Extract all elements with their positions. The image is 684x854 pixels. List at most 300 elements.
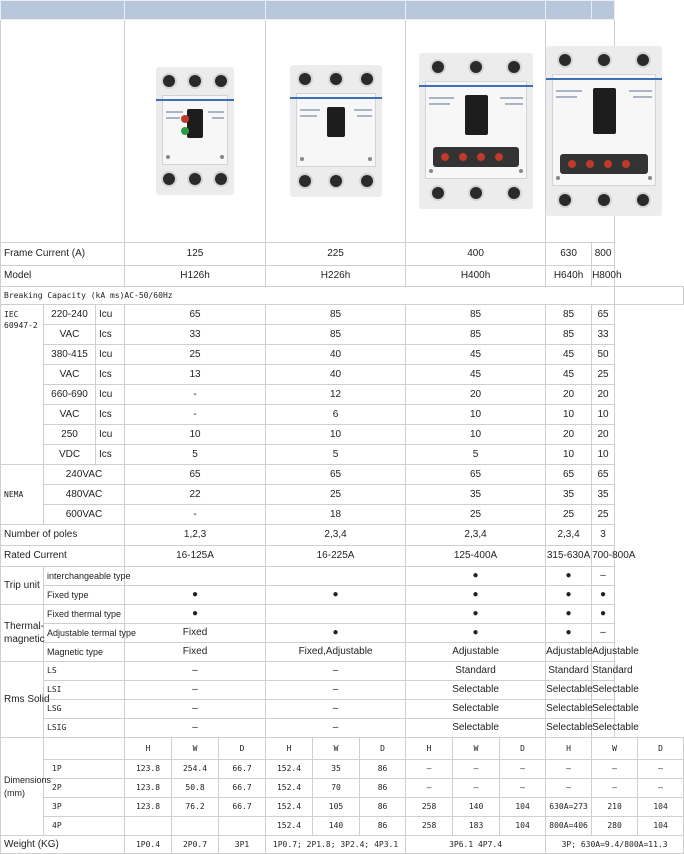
ics-value: 45 bbox=[406, 365, 546, 385]
reset-indicator-icon bbox=[181, 127, 189, 135]
number-of-poles-row bbox=[1, 525, 684, 546]
dimension-header: H bbox=[406, 738, 453, 760]
dimension-value: – bbox=[406, 760, 453, 779]
dimension-value: – bbox=[546, 760, 592, 779]
toggle-lever-icon bbox=[465, 95, 488, 135]
icu-label: Icu bbox=[96, 305, 125, 325]
dimension-value bbox=[219, 817, 266, 836]
dimension-value: 35 bbox=[313, 760, 360, 779]
dimension-header: W bbox=[172, 738, 219, 760]
header-band-row bbox=[1, 1, 684, 20]
ics-label: Ics bbox=[96, 365, 125, 385]
icu-value: 85 bbox=[406, 305, 546, 325]
bullet-icon: ● bbox=[406, 605, 546, 624]
model-value: H126h bbox=[125, 266, 266, 287]
poles-value: 3 bbox=[592, 525, 615, 546]
rms-value: – bbox=[125, 662, 266, 681]
icu-value: 20 bbox=[592, 385, 615, 405]
mounting-screw-icon bbox=[519, 169, 523, 173]
nema-value: 25 bbox=[592, 505, 615, 525]
ics-value: 85 bbox=[266, 325, 406, 345]
rms-value: Selectable bbox=[546, 719, 592, 738]
nema-value: 35 bbox=[546, 485, 592, 505]
trip-unit-type-label: interchangeable type bbox=[44, 567, 125, 586]
rms-value: Selectable bbox=[406, 681, 546, 700]
icu-value: 25 bbox=[125, 345, 266, 365]
terminal-screw-icon bbox=[432, 187, 444, 199]
icu-value: 12 bbox=[266, 385, 406, 405]
weight-value: 3P1 bbox=[219, 836, 266, 854]
dimension-value: 50.8 bbox=[172, 779, 219, 798]
dimension-value: 280 bbox=[592, 817, 638, 836]
nema-row bbox=[1, 505, 684, 525]
terminal-screw-icon bbox=[637, 194, 649, 206]
breaking-capacity-row bbox=[1, 287, 684, 305]
dimension-value: – bbox=[453, 779, 500, 798]
bullet-icon: ● bbox=[266, 624, 406, 643]
iec-row bbox=[1, 425, 684, 445]
nema-value: 18 bbox=[266, 505, 406, 525]
dimension-value: – bbox=[546, 779, 592, 798]
icu-value: 45 bbox=[546, 345, 592, 365]
model-value: H226h bbox=[266, 266, 406, 287]
bullet-icon: ● bbox=[546, 586, 592, 605]
voltage-range-label: 660-690 bbox=[44, 385, 96, 405]
voltage-range-label: VAC bbox=[44, 405, 96, 425]
bullet-icon: ● bbox=[406, 624, 546, 643]
dimension-header: W bbox=[453, 738, 500, 760]
weight-value: 3P; 630A=9.4/800A=11.3 bbox=[546, 836, 684, 854]
dimension-value: 210 bbox=[592, 798, 638, 817]
ics-value: - bbox=[125, 405, 266, 425]
rms-value: – bbox=[125, 681, 266, 700]
frame-current-value: 225 bbox=[266, 243, 406, 266]
trip-unit-type-label: Fixed type bbox=[44, 586, 125, 605]
rms-solid-label: Rms Solid bbox=[1, 662, 44, 738]
iec-row bbox=[1, 305, 684, 325]
dimension-value: 140 bbox=[453, 798, 500, 817]
dimension-value: 152.4 bbox=[266, 779, 313, 798]
model-row bbox=[1, 266, 684, 287]
dimension-value: 76.2 bbox=[172, 798, 219, 817]
thermal-type-label: Adjustable termal type bbox=[44, 624, 125, 643]
frame-current-label: Frame Current (A) bbox=[1, 243, 125, 266]
nema-value: 65 bbox=[125, 465, 266, 485]
ics-value: 5 bbox=[406, 445, 546, 465]
thermal-value: Fixed bbox=[125, 643, 266, 662]
rms-solid-row bbox=[1, 681, 684, 700]
terminal-screw-icon bbox=[330, 175, 342, 187]
dimension-value: 254.4 bbox=[172, 760, 219, 779]
terminal-screw-icon bbox=[299, 73, 311, 85]
brand-stripe bbox=[156, 99, 234, 101]
terminal-screw-icon bbox=[163, 173, 175, 185]
icu-value: 20 bbox=[592, 425, 615, 445]
iec-row bbox=[1, 345, 684, 365]
adjustment-dial-icon bbox=[477, 153, 485, 161]
rms-value: – bbox=[266, 700, 406, 719]
rating-label bbox=[556, 96, 577, 98]
ics-value: 45 bbox=[546, 365, 592, 385]
icu-value: 10 bbox=[125, 425, 266, 445]
rating-label bbox=[357, 115, 372, 117]
circuit-breaker-illustration bbox=[419, 53, 533, 209]
dimension-value: 66.7 bbox=[219, 779, 266, 798]
thermal-value: Fixed,Adjustable bbox=[266, 643, 406, 662]
nema-voltage-label: 240VAC bbox=[44, 465, 125, 485]
icu-value: 10 bbox=[266, 425, 406, 445]
dimension-value: 152.4 bbox=[266, 760, 313, 779]
terminal-screw-icon bbox=[508, 187, 520, 199]
ics-value: 85 bbox=[406, 325, 546, 345]
ics-value: 10 bbox=[546, 445, 592, 465]
rms-value: Selectable bbox=[546, 681, 592, 700]
icu-value: 40 bbox=[266, 345, 406, 365]
bullet-icon: ● bbox=[406, 567, 546, 586]
frame-current-value: 125 bbox=[125, 243, 266, 266]
model-value: H640h bbox=[546, 266, 592, 287]
icu-value: 20 bbox=[546, 385, 592, 405]
trip-unit-value bbox=[266, 567, 406, 586]
adjustment-dial-icon bbox=[622, 160, 630, 168]
voltage-range-label: VAC bbox=[44, 365, 96, 385]
nema-value: 65 bbox=[546, 465, 592, 485]
adjustment-dial-icon bbox=[459, 153, 467, 161]
dimension-value: 183 bbox=[453, 817, 500, 836]
dimension-value: 258 bbox=[406, 798, 453, 817]
ics-value: 33 bbox=[592, 325, 615, 345]
ics-value: 85 bbox=[546, 325, 592, 345]
terminal-screw-icon bbox=[432, 61, 444, 73]
header-band-model-1 bbox=[125, 1, 266, 20]
weight-row bbox=[1, 836, 684, 854]
iec-label-line1: IEC bbox=[4, 310, 19, 319]
breaker-image-4 bbox=[546, 20, 615, 243]
thermal-magnetic-row bbox=[1, 605, 684, 624]
dimension-value: 104 bbox=[638, 798, 684, 817]
breaker-image-3 bbox=[406, 20, 546, 243]
terminal-screw-icon bbox=[189, 75, 201, 87]
dimensions-label bbox=[1, 738, 52, 836]
iec-standard-label bbox=[1, 305, 44, 465]
adjustment-dial-icon bbox=[495, 153, 503, 161]
bullet-icon: ● bbox=[266, 586, 406, 605]
rms-type-label: LS bbox=[44, 662, 125, 681]
ics-value: 10 bbox=[592, 445, 615, 465]
iec-row bbox=[1, 405, 684, 425]
icu-value: 65 bbox=[592, 305, 615, 325]
icu-value: 45 bbox=[406, 345, 546, 365]
bullet-icon: ● bbox=[406, 586, 546, 605]
dimension-value: 70 bbox=[313, 779, 360, 798]
rating-label bbox=[300, 115, 317, 117]
rms-type-label: LSIG bbox=[44, 719, 125, 738]
rms-value: Selectable bbox=[406, 719, 546, 738]
dimension-value: 152.4 bbox=[266, 798, 313, 817]
rating-label bbox=[166, 111, 183, 113]
pole-count-label: 4P bbox=[44, 817, 125, 836]
thermal-value: Fixed bbox=[125, 624, 266, 643]
nema-value: 65 bbox=[592, 465, 615, 485]
nema-value: 35 bbox=[592, 485, 615, 505]
thermal-value: Adjustable bbox=[406, 643, 546, 662]
dimension-value: – bbox=[453, 760, 500, 779]
voltage-range-label: 380-415 bbox=[44, 345, 96, 365]
mounting-screw-icon bbox=[429, 169, 433, 173]
ics-label: Ics bbox=[96, 445, 125, 465]
dimension-value: 123.8 bbox=[125, 779, 172, 798]
rated-current-value: 16-125A bbox=[125, 546, 266, 567]
dimension-value: 800A=406 bbox=[546, 817, 592, 836]
dimension-value: 104 bbox=[638, 817, 684, 836]
frame-current-value: 400 bbox=[406, 243, 546, 266]
dimensions-row bbox=[1, 817, 684, 836]
rating-label bbox=[166, 117, 180, 119]
bullet-icon: ● bbox=[592, 605, 615, 624]
icu-value: 20 bbox=[546, 425, 592, 445]
rated-current-row bbox=[1, 546, 684, 567]
number-of-poles-label: Number of poles bbox=[1, 525, 125, 546]
mounting-screw-icon bbox=[220, 155, 224, 159]
dimension-value: 152.4 bbox=[266, 817, 313, 836]
dimension-value: 140 bbox=[313, 817, 360, 836]
dimension-header: D bbox=[219, 738, 266, 760]
terminal-screw-icon bbox=[508, 61, 520, 73]
rms-value: Standard bbox=[546, 662, 592, 681]
weight-value: 1P0.7; 2P1.8; 3P2.4; 4P3.1 bbox=[266, 836, 406, 854]
icu-value: 85 bbox=[546, 305, 592, 325]
breaker-image-1 bbox=[125, 20, 266, 243]
dimension-value: – bbox=[638, 779, 684, 798]
rating-label bbox=[300, 109, 320, 111]
rms-value: – bbox=[125, 700, 266, 719]
rating-label bbox=[208, 111, 224, 113]
thermal-magnetic-row bbox=[1, 643, 684, 662]
rms-type-label: LSG bbox=[44, 700, 125, 719]
dimension-header: W bbox=[592, 738, 638, 760]
terminal-screw-icon bbox=[559, 194, 571, 206]
terminal-screw-icon bbox=[215, 173, 227, 185]
ics-value: 13 bbox=[125, 365, 266, 385]
bullet-icon: ● bbox=[546, 605, 592, 624]
dimension-header: D bbox=[638, 738, 684, 760]
iec-row bbox=[1, 325, 684, 345]
dimension-value: 86 bbox=[360, 779, 406, 798]
weight-value: 1P0.4 bbox=[125, 836, 172, 854]
pole-count-label: 2P bbox=[44, 779, 125, 798]
icu-value: 20 bbox=[406, 385, 546, 405]
image-row-label bbox=[1, 20, 125, 243]
adjustment-dial-icon bbox=[604, 160, 612, 168]
thermal-value: Adjustable bbox=[546, 643, 592, 662]
model-value: H800h bbox=[592, 266, 615, 287]
nema-row bbox=[1, 485, 684, 505]
header-band-model-5 bbox=[592, 1, 615, 20]
dimensions-header-row bbox=[1, 738, 684, 760]
rms-value: – bbox=[266, 681, 406, 700]
dimension-value: 66.7 bbox=[219, 798, 266, 817]
rating-label bbox=[429, 97, 454, 99]
dimensions-row bbox=[1, 779, 684, 798]
dimension-value: 86 bbox=[360, 817, 406, 836]
poles-value: 2,3,4 bbox=[406, 525, 546, 546]
rms-value: Selectable bbox=[592, 719, 615, 738]
circuit-breaker-illustration bbox=[156, 67, 234, 195]
terminal-screw-icon bbox=[361, 73, 373, 85]
bullet-icon: ● bbox=[592, 586, 615, 605]
iec-label-line2: 60947-2 bbox=[4, 321, 38, 331]
dimension-value: 104 bbox=[500, 817, 546, 836]
terminal-screw-icon bbox=[637, 54, 649, 66]
bullet-icon: ● bbox=[125, 586, 266, 605]
trip-unit-label: Trip unit bbox=[1, 567, 44, 605]
dimension-header: D bbox=[500, 738, 546, 760]
thermal-value bbox=[266, 605, 406, 624]
voltage-range-label: 220-240 bbox=[44, 305, 96, 325]
thermal-type-label: Fixed thermal type bbox=[44, 605, 125, 624]
rms-value: Selectable bbox=[592, 681, 615, 700]
ics-value: 33 bbox=[125, 325, 266, 345]
terminal-screw-icon bbox=[470, 61, 482, 73]
terminal-screw-icon bbox=[361, 175, 373, 187]
thermal-magnetic-label bbox=[1, 605, 44, 662]
dimension-value: 630A=273 bbox=[546, 798, 592, 817]
icu-label: Icu bbox=[96, 385, 125, 405]
trip-unit-row bbox=[1, 567, 684, 586]
dimension-header: W bbox=[313, 738, 360, 760]
terminal-screw-icon bbox=[598, 194, 610, 206]
dimension-value: 123.8 bbox=[125, 798, 172, 817]
icu-value: 10 bbox=[406, 425, 546, 445]
rms-value: – bbox=[266, 719, 406, 738]
rms-value: Selectable bbox=[546, 700, 592, 719]
ics-label: Ics bbox=[96, 325, 125, 345]
terminal-screw-icon bbox=[163, 75, 175, 87]
circuit-breaker-illustration bbox=[290, 65, 382, 197]
nema-value: 22 bbox=[125, 485, 266, 505]
terminal-screw-icon bbox=[299, 175, 311, 187]
mounting-screw-icon bbox=[368, 157, 372, 161]
terminal-screw-icon bbox=[189, 173, 201, 185]
rated-current-value: 700-800A bbox=[592, 546, 615, 567]
rms-value: – bbox=[125, 719, 266, 738]
poles-value: 2,3,4 bbox=[266, 525, 406, 546]
ics-value: 25 bbox=[592, 365, 615, 385]
ics-value: 6 bbox=[266, 405, 406, 425]
rating-label bbox=[629, 90, 652, 92]
trip-unit-row bbox=[1, 586, 684, 605]
ics-value: 5 bbox=[266, 445, 406, 465]
rated-current-label: Rated Current bbox=[1, 546, 125, 567]
toggle-lever-icon bbox=[593, 88, 616, 134]
icu-value: 50 bbox=[592, 345, 615, 365]
dimensions-label-line2: (mm) bbox=[4, 787, 25, 798]
header-band-model-4 bbox=[546, 1, 592, 20]
nema-value: 65 bbox=[406, 465, 546, 485]
rms-type-label: LSI bbox=[44, 681, 125, 700]
trip-unit-value bbox=[125, 567, 266, 586]
iec-row bbox=[1, 385, 684, 405]
toggle-lever-icon bbox=[187, 109, 203, 138]
ics-value: 10 bbox=[546, 405, 592, 425]
rms-solid-row bbox=[1, 700, 684, 719]
nema-voltage-label: 480VAC bbox=[44, 485, 125, 505]
iec-row bbox=[1, 365, 684, 385]
terminal-screw-icon bbox=[598, 54, 610, 66]
poles-value: 2,3,4 bbox=[546, 525, 592, 546]
frame-current-row bbox=[1, 243, 684, 266]
rated-current-value: 315-630A bbox=[546, 546, 592, 567]
thermal-value: Adjustable bbox=[592, 643, 615, 662]
bullet-icon: ● bbox=[546, 567, 592, 586]
model-label: Model bbox=[1, 266, 125, 287]
rating-label bbox=[500, 97, 523, 99]
dimensions-row bbox=[1, 798, 684, 817]
terminal-screw-icon bbox=[470, 187, 482, 199]
thermal-label-line1: Thermal- bbox=[4, 621, 45, 632]
thermal-type-label: Magnetic type bbox=[44, 643, 125, 662]
dimension-value: 104 bbox=[500, 798, 546, 817]
ics-value: 40 bbox=[266, 365, 406, 385]
rating-label bbox=[354, 109, 372, 111]
dimensions-header-blank bbox=[44, 738, 125, 760]
weight-label: Weight (KG) bbox=[1, 836, 125, 854]
thermal-magnetic-row bbox=[1, 624, 684, 643]
ics-value: 10 bbox=[406, 405, 546, 425]
brand-stripe bbox=[546, 78, 662, 80]
frame-current-value: 800 bbox=[592, 243, 615, 266]
header-band-label bbox=[1, 1, 125, 20]
dimension-value: 66.7 bbox=[219, 760, 266, 779]
pole-count-label: 1P bbox=[44, 760, 125, 779]
rating-label bbox=[212, 117, 224, 119]
rating-label bbox=[556, 90, 582, 92]
nema-value: 25 bbox=[266, 485, 406, 505]
rms-solid-row bbox=[1, 662, 684, 681]
circuit-breaker-illustration bbox=[546, 46, 662, 216]
brand-stripe bbox=[419, 85, 533, 87]
dimension-value: 105 bbox=[313, 798, 360, 817]
dimension-header: H bbox=[266, 738, 313, 760]
icu-value: 65 bbox=[125, 305, 266, 325]
dimensions-label-line1: Dimensions bbox=[4, 774, 52, 785]
dimension-value: – bbox=[592, 779, 638, 798]
nema-value: 65 bbox=[266, 465, 406, 485]
dimension-value bbox=[125, 817, 172, 836]
trip-indicator-icon bbox=[181, 115, 189, 123]
rating-label bbox=[429, 103, 450, 105]
rms-value: Standard bbox=[406, 662, 546, 681]
nema-voltage-label: 600VAC bbox=[44, 505, 125, 525]
frame-current-value: 630 bbox=[546, 243, 592, 266]
voltage-range-label: VDC bbox=[44, 445, 96, 465]
model-value: H400h bbox=[406, 266, 546, 287]
nema-value: 25 bbox=[406, 505, 546, 525]
ics-value: 10 bbox=[592, 405, 615, 425]
voltage-range-label: 250 bbox=[44, 425, 96, 445]
icu-label: Icu bbox=[96, 345, 125, 365]
nema-value: - bbox=[125, 505, 266, 525]
pole-count-label: 3P bbox=[44, 798, 125, 817]
icu-value: - bbox=[125, 385, 266, 405]
toggle-lever-icon bbox=[327, 107, 345, 137]
icu-label: Icu bbox=[96, 425, 125, 445]
dimension-value: 86 bbox=[360, 760, 406, 779]
dimension-header: H bbox=[546, 738, 592, 760]
terminal-screw-icon bbox=[330, 73, 342, 85]
iec-row bbox=[1, 445, 684, 465]
product-image-row bbox=[1, 20, 684, 243]
